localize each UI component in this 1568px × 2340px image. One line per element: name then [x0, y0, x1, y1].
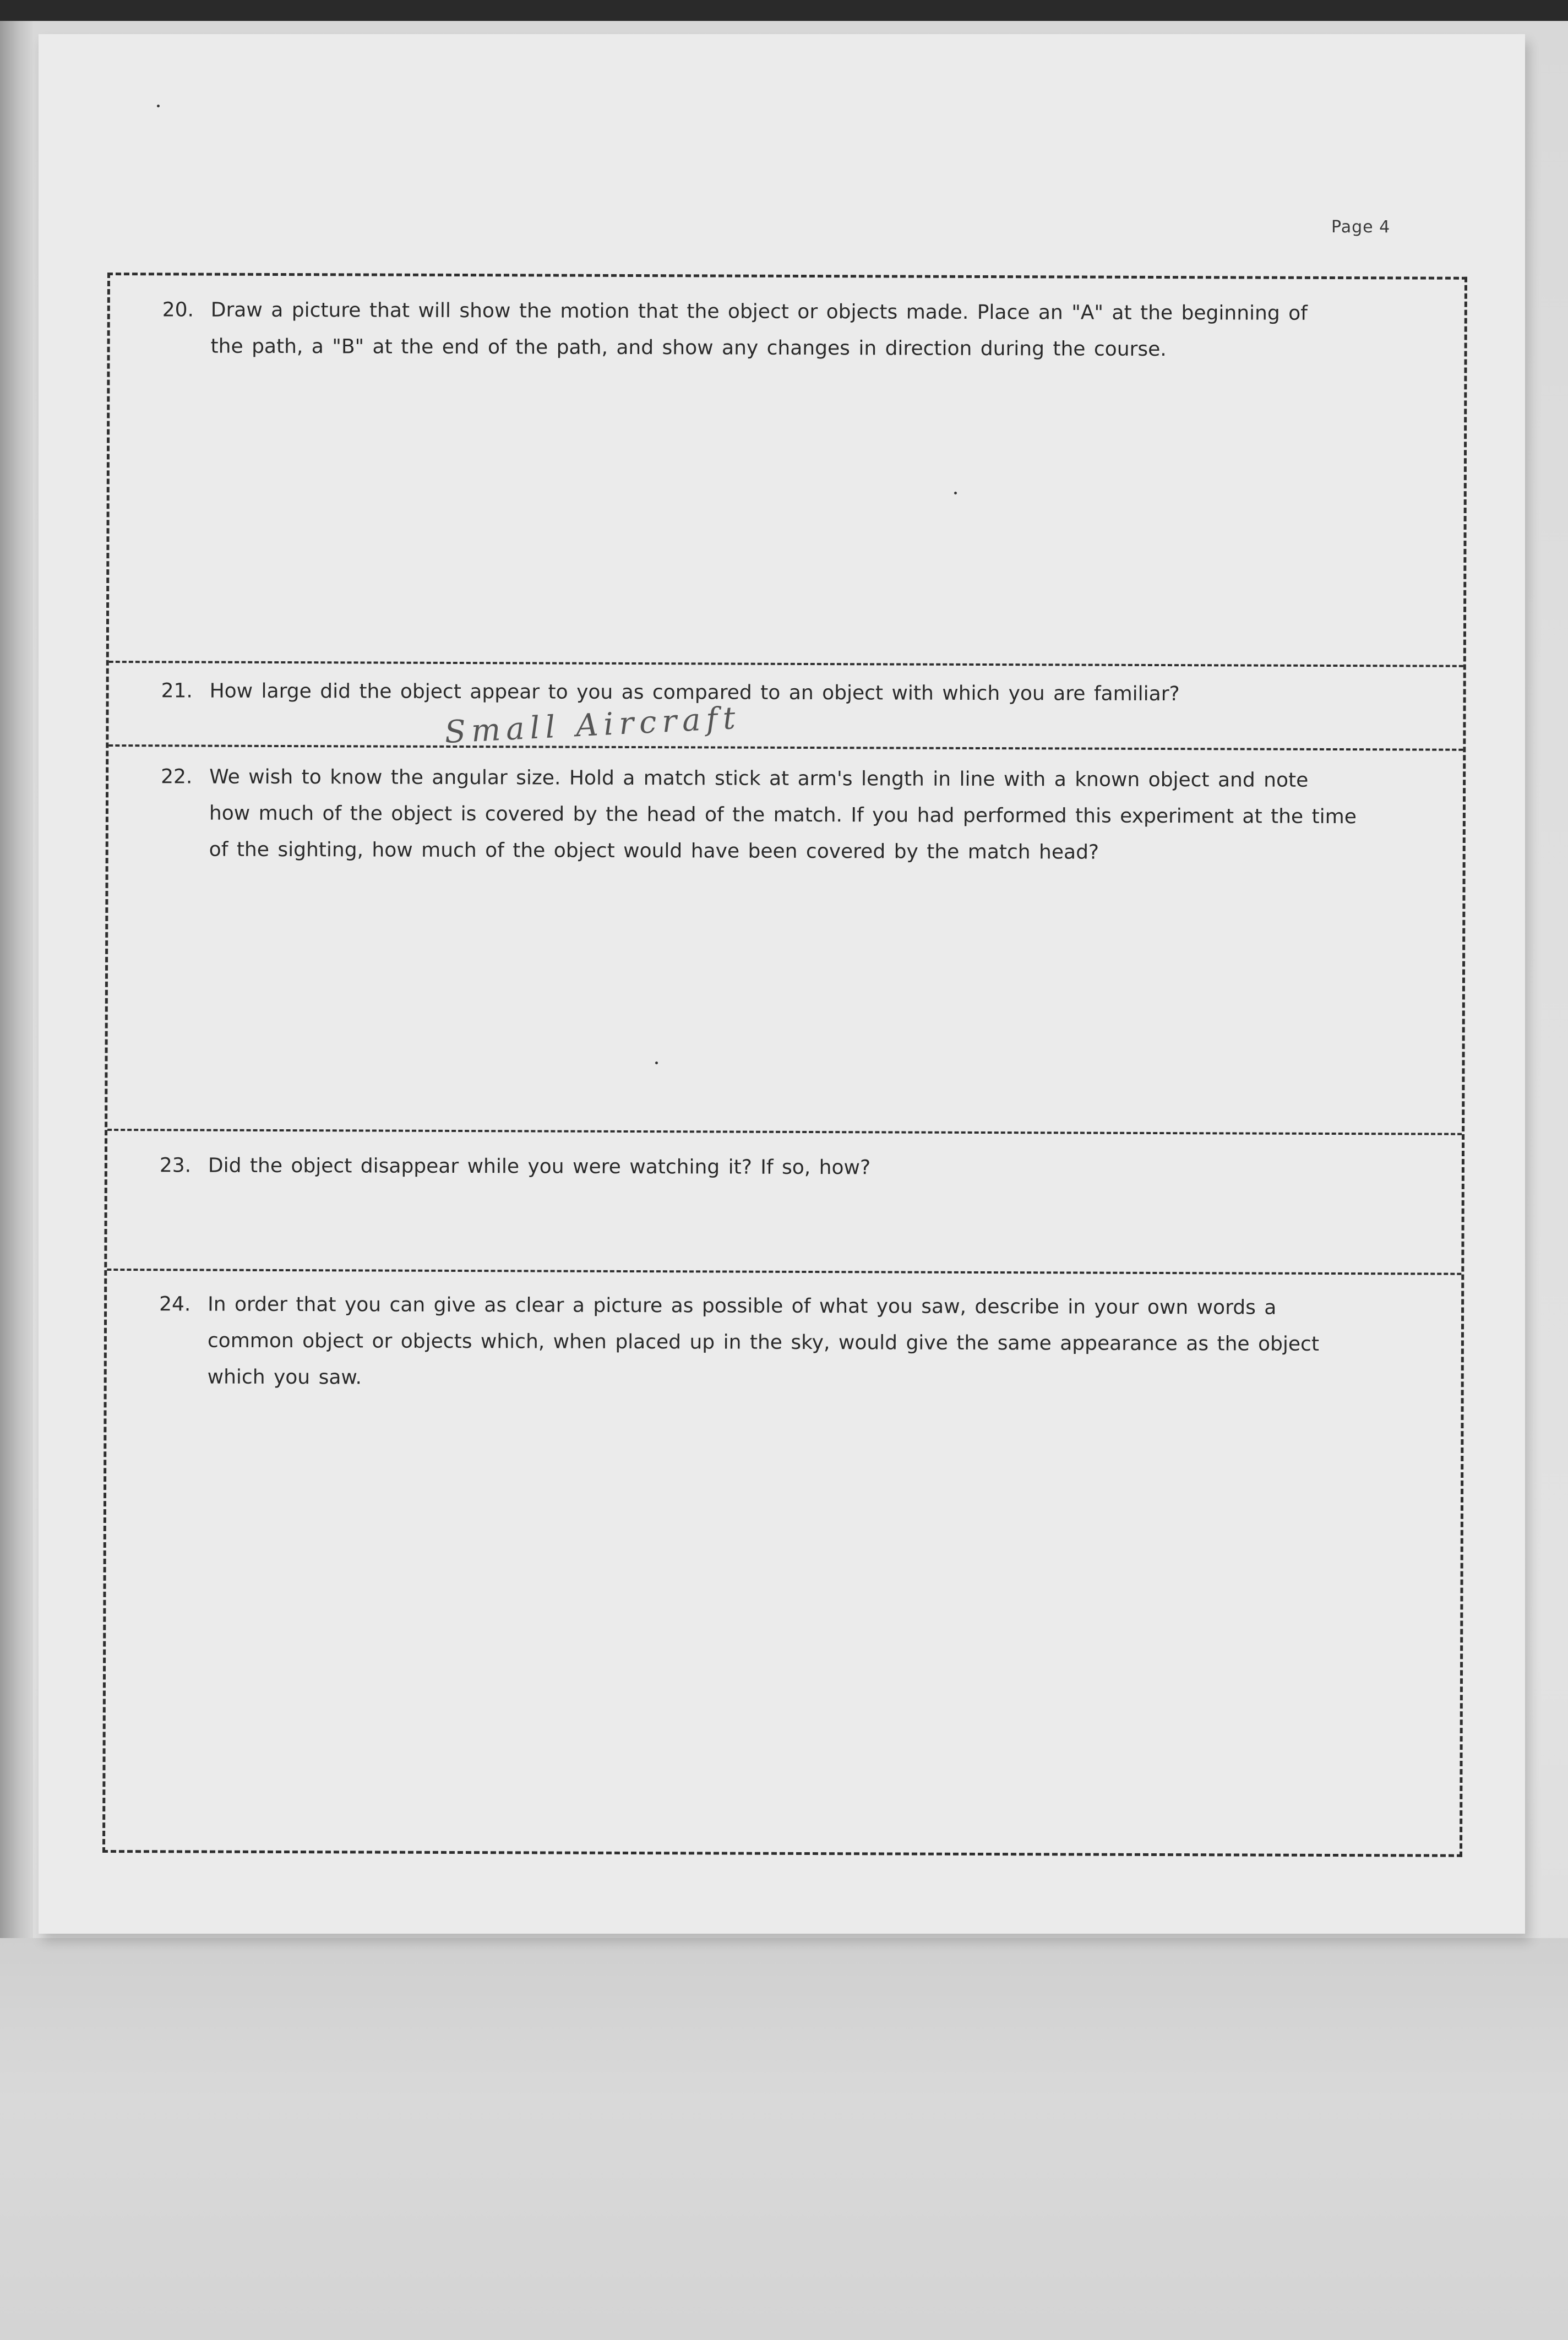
question-text: which you saw.: [207, 1365, 362, 1389]
page-number: Page 4: [1331, 217, 1391, 237]
question-number: 24.: [159, 1293, 191, 1316]
scan-speck: [157, 105, 160, 107]
question-text: how much of the object is covered by the head of the match. If you had performed this experiment at the time: [209, 802, 1357, 829]
question-number: 21.: [161, 679, 193, 703]
question-24: [105, 1271, 1461, 1854]
question-23: [107, 1131, 1462, 1275]
question-text: the path, a "B" at the end of the path, and show any changes in direction during the course.: [210, 335, 1167, 361]
question-number: 20.: [162, 298, 194, 322]
handwritten-answer: Small Aircraft: [444, 700, 742, 750]
question-22: [107, 747, 1463, 1135]
question-text: We wish to know the angular size. Hold a match stick at arm's length in line with a known object and note: [209, 765, 1309, 792]
scan-speck: [655, 1062, 658, 1064]
question-21: [108, 663, 1463, 751]
question-text: In order that you can give as clear a picture as possible of what you saw, describe in your own words a: [208, 1293, 1277, 1319]
question-text: How large did the object appear to you as compared to an object with which you are familiar?: [209, 679, 1180, 706]
question-20: [109, 275, 1464, 667]
question-text: of the sighting, how much of the object would have been covered by the match head?: [209, 838, 1099, 864]
question-text: Draw a picture that will show the motion that the object or objects made. Place an "A" at the beginning of: [210, 298, 1308, 325]
question-number: 23.: [159, 1154, 192, 1177]
questionnaire-form: [102, 273, 1467, 1857]
scan-speck: [954, 492, 957, 494]
question-text: common object or objects which, when placed up in the sky, would give the same appearance as the object: [207, 1329, 1320, 1356]
question-number: 22.: [161, 765, 193, 788]
scan-edge-top: [0, 0, 1568, 21]
question-text: Did the object disappear while you were watching it? If so, how?: [208, 1154, 871, 1179]
scan-edge-left: [0, 0, 33, 2092]
scan-bottom-margin: [0, 1938, 1568, 2340]
